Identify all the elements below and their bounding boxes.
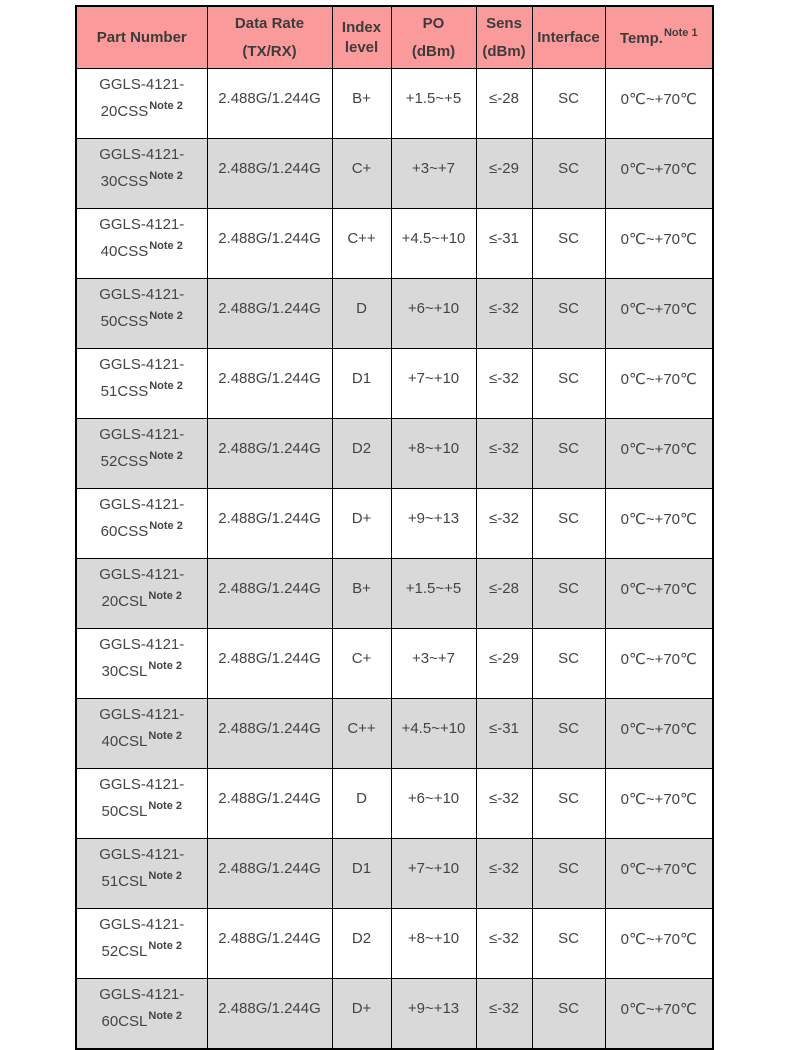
- part-note-superscript: Note 2: [148, 590, 182, 602]
- cell-part-number: [76, 209, 207, 279]
- cell-interface: SC: [532, 629, 605, 699]
- cell-po: +4.5~+10: [391, 699, 476, 769]
- part-number-suffix: 51CSS: [100, 383, 149, 400]
- part-note-superscript: Note 2: [148, 660, 182, 672]
- cell-index-level: B+: [332, 559, 391, 629]
- part-number-line1: GGLS-4121-: [99, 986, 185, 1003]
- cell-interface: SC: [532, 69, 605, 139]
- part-number-suffix: 30CSL: [101, 663, 148, 680]
- cell-interface: SC: [532, 979, 605, 1050]
- part-number-suffix: 60CSL: [101, 1013, 148, 1030]
- cell-data-rate: 2.488G/1.244G: [207, 419, 332, 489]
- column-header-sens: [476, 6, 532, 69]
- part-note-superscript: Note 2: [148, 940, 182, 952]
- part-number-line2: [79, 166, 205, 193]
- column-header-interface: [532, 6, 605, 69]
- part-number-line1: GGLS-4121-: [99, 216, 185, 233]
- spec-table-container: [75, 5, 714, 1050]
- cell-interface: SC: [532, 419, 605, 489]
- cell-sens: ≤-32: [476, 909, 532, 979]
- header-label: PO: [422, 14, 445, 32]
- cell-interface: SC: [532, 559, 605, 629]
- cell-temp: 0℃~+70℃: [605, 139, 713, 209]
- part-number-suffix: 20CSS: [100, 103, 149, 120]
- cell-data-rate: 2.488G/1.244G: [207, 979, 332, 1050]
- part-number-suffix: 52CSS: [100, 453, 149, 470]
- cell-po: +1.5~+5: [391, 69, 476, 139]
- cell-data-rate: 2.488G/1.244G: [207, 279, 332, 349]
- part-number-suffix: 52CSL: [101, 943, 148, 960]
- table-body: [76, 69, 713, 1050]
- part-number-line2: [79, 726, 205, 753]
- table-row: [76, 839, 713, 909]
- part-number-line2: [79, 446, 205, 473]
- cell-po: +1.5~+5: [391, 559, 476, 629]
- cell-sens: ≤-32: [476, 979, 532, 1050]
- cell-temp: 0℃~+70℃: [605, 909, 713, 979]
- header-label: Temp.: [619, 30, 663, 47]
- cell-index-level: C++: [332, 209, 391, 279]
- cell-index-level: C+: [332, 629, 391, 699]
- table-row: [76, 139, 713, 209]
- cell-part-number: [76, 839, 207, 909]
- part-note-superscript: Note 2: [149, 380, 183, 392]
- column-header-po: [391, 6, 476, 69]
- part-note-superscript: Note 2: [149, 100, 183, 112]
- header-label: Sens: [486, 14, 522, 32]
- part-number-line1: GGLS-4121-: [99, 426, 185, 443]
- cell-index-level: D: [332, 769, 391, 839]
- header-label: Data Rate: [234, 14, 305, 32]
- column-header-part-number: [76, 6, 207, 69]
- cell-temp: 0℃~+70℃: [605, 419, 713, 489]
- header-label: Part Number: [96, 28, 187, 46]
- table-row: [76, 69, 713, 139]
- table-row: [76, 979, 713, 1050]
- cell-interface: SC: [532, 209, 605, 279]
- cell-interface: SC: [532, 139, 605, 209]
- cell-po: +3~+7: [391, 629, 476, 699]
- part-note-superscript: Note 2: [148, 1010, 182, 1022]
- cell-sens: ≤-29: [476, 139, 532, 209]
- cell-data-rate: 2.488G/1.244G: [207, 139, 332, 209]
- cell-part-number: [76, 279, 207, 349]
- cell-sens: ≤-32: [476, 419, 532, 489]
- part-number-line1: GGLS-4121-: [99, 846, 185, 863]
- cell-data-rate: 2.488G/1.244G: [207, 839, 332, 909]
- cell-sens: ≤-32: [476, 349, 532, 419]
- cell-po: +8~+10: [391, 419, 476, 489]
- table-row: [76, 559, 713, 629]
- part-number-line2: [79, 306, 205, 333]
- part-number-line1: GGLS-4121-: [99, 706, 185, 723]
- cell-interface: SC: [532, 349, 605, 419]
- cell-interface: SC: [532, 909, 605, 979]
- header-sublabel: (TX/RX): [242, 42, 297, 60]
- cell-temp: 0℃~+70℃: [605, 629, 713, 699]
- header-label: level: [344, 38, 379, 56]
- cell-part-number: [76, 769, 207, 839]
- cell-data-rate: 2.488G/1.244G: [207, 349, 332, 419]
- cell-temp: 0℃~+70℃: [605, 69, 713, 139]
- part-number-suffix: 40CSS: [100, 243, 149, 260]
- cell-po: +8~+10: [391, 909, 476, 979]
- part-number-line2: [79, 516, 205, 543]
- cell-data-rate: 2.488G/1.244G: [207, 69, 332, 139]
- header-label: Interface: [537, 28, 600, 46]
- cell-interface: SC: [532, 769, 605, 839]
- part-number-line1: GGLS-4121-: [99, 356, 185, 373]
- cell-data-rate: 2.488G/1.244G: [207, 699, 332, 769]
- cell-data-rate: 2.488G/1.244G: [207, 489, 332, 559]
- cell-part-number: [76, 419, 207, 489]
- header-note-superscript: Note 1: [663, 27, 698, 39]
- part-number-line2: [79, 936, 205, 963]
- header-sublabel: (dBm): [482, 42, 526, 60]
- part-note-superscript: Note 2: [148, 730, 182, 742]
- table-row: [76, 349, 713, 419]
- cell-sens: ≤-32: [476, 279, 532, 349]
- part-number-suffix: 20CSL: [101, 593, 148, 610]
- cell-part-number: [76, 559, 207, 629]
- table-row: [76, 909, 713, 979]
- cell-part-number: [76, 629, 207, 699]
- cell-temp: 0℃~+70℃: [605, 489, 713, 559]
- part-number-line2: [79, 866, 205, 893]
- table-row: [76, 699, 713, 769]
- cell-po: +3~+7: [391, 139, 476, 209]
- part-number-line2: [79, 656, 205, 683]
- spec-table: [75, 5, 714, 1050]
- table-row: [76, 419, 713, 489]
- column-header-temp: [605, 6, 713, 69]
- cell-index-level: C++: [332, 699, 391, 769]
- part-note-superscript: Note 2: [148, 870, 182, 882]
- cell-po: +9~+13: [391, 489, 476, 559]
- cell-part-number: [76, 909, 207, 979]
- cell-index-level: D+: [332, 489, 391, 559]
- part-number-line2: [79, 236, 205, 263]
- part-number-suffix: 50CSS: [100, 313, 149, 330]
- cell-sens: ≤-31: [476, 209, 532, 279]
- cell-sens: ≤-32: [476, 769, 532, 839]
- cell-sens: ≤-28: [476, 559, 532, 629]
- part-number-line1: GGLS-4121-: [99, 496, 185, 513]
- cell-part-number: [76, 349, 207, 419]
- part-note-superscript: Note 2: [149, 310, 183, 322]
- table-row: [76, 489, 713, 559]
- cell-temp: 0℃~+70℃: [605, 979, 713, 1050]
- cell-part-number: [76, 699, 207, 769]
- part-number-suffix: 30CSS: [100, 173, 149, 190]
- cell-index-level: B+: [332, 69, 391, 139]
- cell-po: +4.5~+10: [391, 209, 476, 279]
- cell-data-rate: 2.488G/1.244G: [207, 559, 332, 629]
- part-number-line1: GGLS-4121-: [99, 566, 185, 583]
- part-number-suffix: 51CSL: [101, 873, 148, 890]
- cell-index-level: D1: [332, 349, 391, 419]
- table-row: [76, 209, 713, 279]
- cell-temp: 0℃~+70℃: [605, 209, 713, 279]
- cell-po: +6~+10: [391, 769, 476, 839]
- cell-index-level: D+: [332, 979, 391, 1050]
- cell-part-number: [76, 489, 207, 559]
- cell-sens: ≤-32: [476, 489, 532, 559]
- part-number-suffix: 50CSL: [101, 803, 148, 820]
- part-note-superscript: Note 2: [149, 520, 183, 532]
- cell-po: +9~+13: [391, 979, 476, 1050]
- table-row: [76, 769, 713, 839]
- part-number-line1: GGLS-4121-: [99, 636, 185, 653]
- cell-interface: SC: [532, 699, 605, 769]
- part-number-line1: GGLS-4121-: [99, 776, 185, 793]
- cell-sens: ≤-32: [476, 839, 532, 909]
- column-header-data-rate: [207, 6, 332, 69]
- table-header: [76, 6, 713, 69]
- cell-temp: 0℃~+70℃: [605, 559, 713, 629]
- cell-po: +7~+10: [391, 839, 476, 909]
- cell-data-rate: 2.488G/1.244G: [207, 629, 332, 699]
- part-note-superscript: Note 2: [148, 800, 182, 812]
- cell-po: +6~+10: [391, 279, 476, 349]
- cell-part-number: [76, 69, 207, 139]
- part-number-line1: GGLS-4121-: [99, 916, 185, 933]
- cell-data-rate: 2.488G/1.244G: [207, 909, 332, 979]
- cell-sens: ≤-28: [476, 69, 532, 139]
- cell-temp: 0℃~+70℃: [605, 699, 713, 769]
- part-number-line2: [79, 796, 205, 823]
- part-number-suffix: 40CSL: [101, 733, 148, 750]
- cell-index-level: D1: [332, 839, 391, 909]
- part-number-line2: [79, 1006, 205, 1033]
- part-number-suffix: 60CSS: [100, 523, 149, 540]
- cell-sens: ≤-29: [476, 629, 532, 699]
- table-row: [76, 279, 713, 349]
- cell-part-number: [76, 979, 207, 1050]
- table-row: [76, 629, 713, 699]
- cell-temp: 0℃~+70℃: [605, 349, 713, 419]
- cell-interface: SC: [532, 489, 605, 559]
- cell-interface: SC: [532, 279, 605, 349]
- header-sublabel: (dBm): [411, 42, 456, 60]
- cell-part-number: [76, 139, 207, 209]
- header-label: Index: [341, 18, 382, 36]
- cell-data-rate: 2.488G/1.244G: [207, 769, 332, 839]
- part-note-superscript: Note 2: [149, 170, 183, 182]
- cell-index-level: D2: [332, 909, 391, 979]
- cell-index-level: C+: [332, 139, 391, 209]
- cell-index-level: D: [332, 279, 391, 349]
- cell-temp: 0℃~+70℃: [605, 279, 713, 349]
- part-note-superscript: Note 2: [149, 240, 183, 252]
- part-number-line2: [79, 586, 205, 613]
- part-number-line2: [79, 376, 205, 403]
- cell-temp: 0℃~+70℃: [605, 769, 713, 839]
- cell-interface: SC: [532, 839, 605, 909]
- part-note-superscript: Note 2: [149, 450, 183, 462]
- cell-sens: ≤-31: [476, 699, 532, 769]
- cell-po: +7~+10: [391, 349, 476, 419]
- part-number-line1: GGLS-4121-: [99, 146, 185, 163]
- cell-data-rate: 2.488G/1.244G: [207, 209, 332, 279]
- part-number-line1: GGLS-4121-: [99, 286, 185, 303]
- cell-index-level: D2: [332, 419, 391, 489]
- column-header-index-level: [332, 6, 391, 69]
- part-number-line1: GGLS-4121-: [99, 76, 185, 93]
- header-row: [76, 6, 713, 69]
- part-number-line2: [79, 96, 205, 123]
- cell-temp: 0℃~+70℃: [605, 839, 713, 909]
